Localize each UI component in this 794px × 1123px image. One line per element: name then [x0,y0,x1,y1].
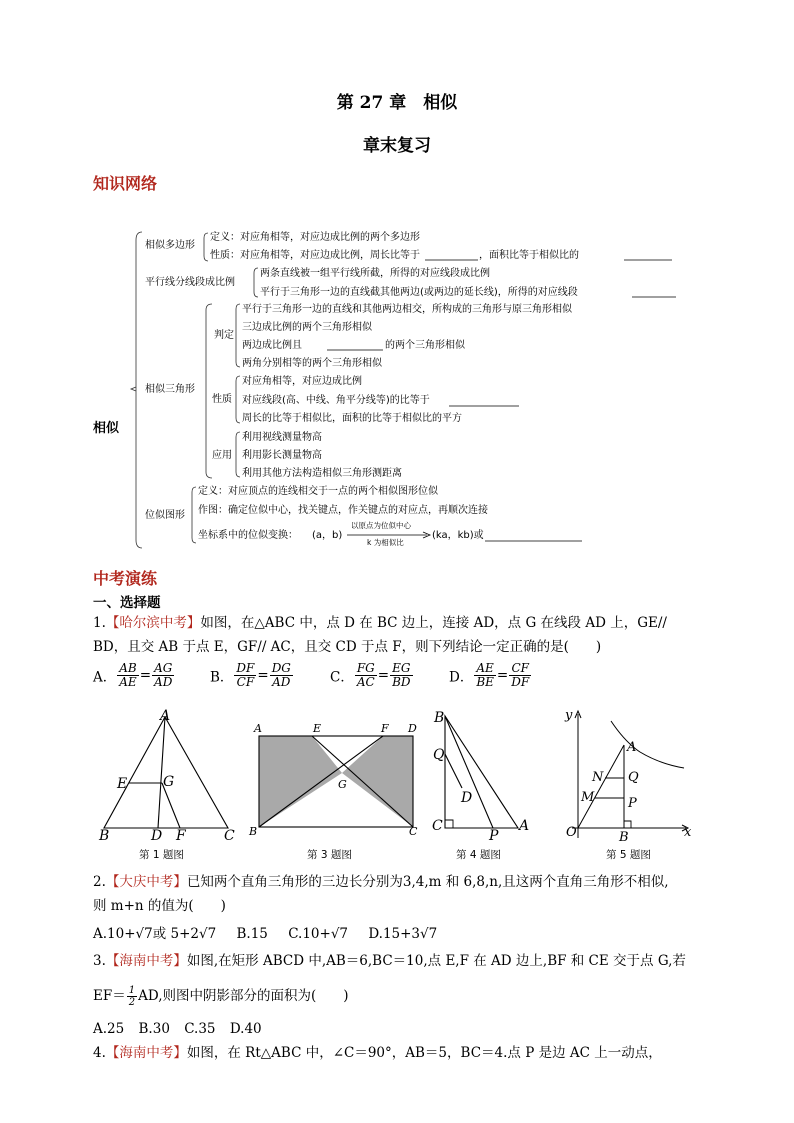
node-homothety: 位似图形 [145,510,185,521]
node-judge: 判定 [214,330,234,341]
fig1-label-B: B [99,828,110,844]
fig3-label-F: F [381,722,389,735]
question-3-line-2: EF＝ $\frac{1}{2}$ AD,则图中阴影部分的面积为( ) [93,985,349,1008]
fig4-label-B: B [434,710,445,726]
q1-option-a[interactable]: A． $\frac{AB}{AE}$ = $\frac{AG}{AD}$ [93,661,173,689]
fig1-label-C: C [224,828,235,844]
knowledge-heading: 知识网络 [93,174,158,193]
q4-number: 4. [93,1045,106,1061]
arrow-label-bottom: k 为相似比 [367,538,404,547]
fig5-label-N: N [592,770,604,785]
question-3-line-1 [93,952,686,970]
exam-heading: 中考演练 [93,569,158,588]
fig5-label-B: B [619,830,629,845]
node-property: 性质 [212,394,232,405]
q3-source: 【海南中考】 [105,953,187,969]
polygon-property-tail: ，面积比等于相似比的 [479,250,579,261]
q1-option-d[interactable]: D． $\frac{AE}{BE}$ = $\frac{CF}{DF}$ [449,661,530,689]
apply-3: 利用其他方法构造相似三角形测距离 [242,468,402,479]
q4-source: 【海南中考】 [105,1045,187,1061]
question-2-line-1 [93,873,669,891]
q2-option-b[interactable]: B.15 [236,926,268,942]
judge-rule-3: 两边成比例且 [242,340,302,351]
q2-source: 【大庆中考】 [105,874,187,890]
parallel-rule-1: 两条直线被一组平行线所截，所得的对应线段成比例 [260,268,490,279]
judge-rule-2: 三边成比例的两个三角形相似 [242,322,372,333]
homothety-definition: 定义：对应顶点的连线相交于一点的两个相似图形位似 [198,486,438,497]
fig3-label-E: E [313,722,322,735]
fig3-label-G: G [338,778,347,791]
fig1-label-E: E [117,776,128,792]
apply-1: 利用视线测量物高 [242,432,322,443]
q3-options [93,1020,262,1038]
fig4-label-C: C [432,818,443,834]
node-similar-polygon: 相似多边形 [145,240,195,251]
fig4-label-A: A [519,818,530,834]
fig1-label-D: D [151,828,163,844]
fig4-label-Q: Q [433,747,445,763]
apply-2: 利用影长测量物高 [242,450,322,461]
judge-rule-1: 平行于三角形一边的直线和其他两边相交，所构成的三角形与原三角形相似 [242,304,572,315]
judge-rule-4: 两角分别相等的两个三角形相似 [242,358,382,369]
caption-fig-1: 第 1 题图 [139,849,184,861]
figures-row [0,700,794,865]
fig1-label-A: A [160,708,171,724]
fig3-label-A: A [254,722,262,735]
q3-number: 3. [93,953,106,969]
judge-rule-3-tail: 的两个三角形相似 [385,340,465,351]
coord-point-ab: (a，b) [312,530,343,541]
fig5-label-A: A [627,740,637,755]
q2-text-1: 已知两个直角三角形的三边长分别为3,4,m 和 6,8,n,且这两个直角三角形不相似, [186,874,669,890]
q2-options [93,925,437,943]
fig3-label-C: C [409,825,418,838]
q3-option-a[interactable]: A.25 [93,1021,125,1037]
q3-option-d[interactable]: D.40 [229,1021,262,1037]
q3-fraction: $\frac{1}{2}$ [128,985,136,1008]
polygon-property: 性质：对应角相等，对应边成比例，周长比等于 [210,250,420,261]
q2-option-c[interactable]: C.10+√7 [288,926,349,942]
fig1-label-G: G [163,774,175,790]
question-4-line-1 [93,1044,662,1062]
knowledge-tree [0,0,794,560]
question-1-line-1 [93,614,667,632]
figure-4 [445,716,518,828]
chapter-subtitle: 章末复习 [363,136,431,156]
fig5-label-P: P [628,796,637,811]
parallel-rule-2: 平行于三角形一边的直线截其他两边(或两边的延长线)，所得的对应线段 [260,287,578,298]
caption-fig-3: 第 3 题图 [307,849,352,861]
section-choice: 一、选择题 [93,595,161,611]
fig4-label-D: D [461,790,473,806]
q2-option-d[interactable]: D.15+3√7 [368,926,438,942]
q2-number: 2. [93,874,106,890]
fig4-label-P: P [489,828,499,844]
arrow-label-top: 以原点为位似中心 [351,521,411,530]
coord-point-kakb: (ka，kb)或 [432,530,484,541]
q1-number: 1. [93,615,106,631]
fig5-label-Q: Q [628,770,639,785]
q1-source: 【哈尔滨中考】 [105,615,201,631]
node-similar-triangle: 相似三角形 [145,384,195,395]
q3-option-c[interactable]: C.35 [184,1021,216,1037]
node-apply: 应用 [212,450,232,461]
question-1-line-2: BD，且交 AB 于点 E，GF// AC，且交 CD 于点 F，则下列结论一定正确的是( ) [93,639,602,655]
q3-text-1: 如图,在矩形 ABCD 中,AB＝6,BC＝10,点 E,F 在 AD 边上,BF 和 CE 交于点 G,若 [186,953,686,969]
q1-options [93,662,613,702]
homothety-construction: 作图：确定位似中心，找关键点，作关键点的对应点，再顺次连接 [198,505,488,516]
fig5-label-M: M [581,790,595,805]
polygon-definition: 定义：对应角相等，对应边成比例的两个多边形 [210,232,420,243]
figure-1 [104,717,228,828]
fig3-label-D: D [408,722,417,735]
q1-option-b[interactable]: B． $\frac{DF}{CF}$ = $\frac{DG}{AD}$ [210,661,291,689]
fig5-label-x: x [684,825,692,840]
caption-fig-4: 第 4 题图 [456,849,501,861]
q1-option-c[interactable]: C． $\frac{FG}{AC}$ = $\frac{EG}{BD}$ [330,661,411,689]
caption-fig-5: 第 5 题图 [606,849,651,861]
q3-option-b[interactable]: B.30 [138,1021,170,1037]
property-3: 周长的比等于相似比，面积的比等于相似比的平方 [242,413,462,424]
property-2: 对应线段(高、中线、角平分线等)的比等于 [242,395,430,406]
q1-text-1: 如图，在△ABC 中，点 D 在 BC 边上，连接 AD，点 G 在线段 AD 上，GE// [200,615,667,631]
q4-text-1: 如图，在 Rt△ABC 中，∠C＝90°，AB＝5，BC＝4.点 P 是边 AC 上一动点， [186,1045,662,1061]
homothety-coordinate: 坐标系中的位似变换： [198,530,298,541]
root-node: 相似 [93,421,120,436]
node-parallel: 平行线分线段成比例 [145,277,235,288]
fig1-label-F: F [176,828,186,844]
q2-option-a[interactable]: A.10+√7或 5+2√7 [93,926,217,942]
property-1: 对应角相等，对应边成比例 [242,376,362,387]
figure-3 [259,736,413,827]
fig5-label-y: y [565,708,573,723]
question-2-line-2: 则 m+n 的值为( ) [93,898,226,914]
fig5-label-O: O [566,825,577,840]
fig3-label-B: B [249,825,258,838]
chapter-title: 第 27 章 相似 [336,93,458,113]
